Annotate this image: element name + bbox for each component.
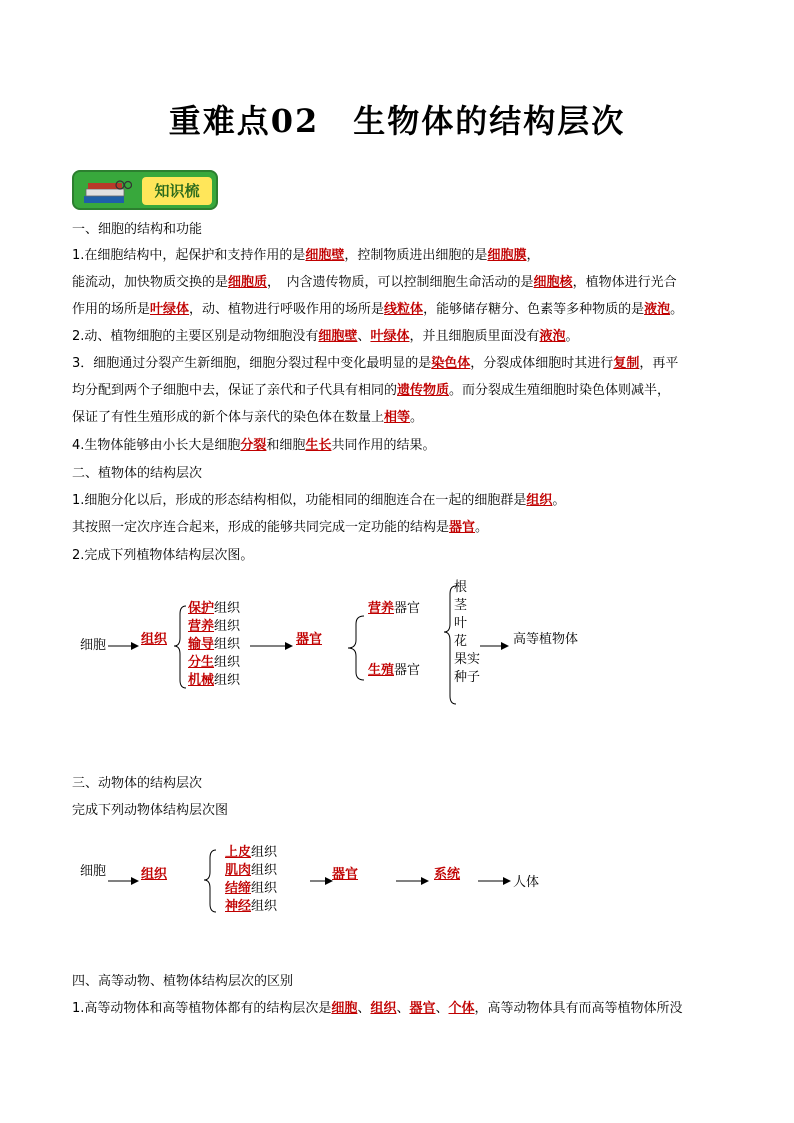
s4-line-1: 1.高等动物体和高等植物体都有的结构层次是细胞、组织、器官、个体，高等动物体具有而高等植物体所没 xyxy=(72,1001,683,1016)
section-4-heading: 四、高等动物、植物体结构层次的区别 xyxy=(72,974,294,989)
animal-tissue-item: 肌肉组织 xyxy=(225,863,278,878)
s1-line-3: 作用的场所是叶绿体，动、植物进行呼吸作用的场所是线粒体，能够储存糖分、色素等多种物质的是液泡。 xyxy=(72,302,684,317)
s1-line-4: 2.动、植物细胞的主要区别是动物细胞没有细胞壁、叶绿体，并且细胞质里面没有液泡。 xyxy=(72,329,579,344)
plant-organ-item: 果实 xyxy=(454,652,481,667)
plant-organ-type: 生殖器官 xyxy=(368,663,421,678)
knowledge-label: 知识梳 xyxy=(142,177,212,205)
animal-result-label: 人体 xyxy=(513,875,540,890)
animal-tissue-label: 组织 xyxy=(141,867,168,882)
animal-tissue-item: 上皮组织 xyxy=(225,845,278,860)
section-2-heading: 二、植物体的结构层次 xyxy=(72,466,203,481)
plant-organ-item: 叶 xyxy=(454,616,468,631)
plant-tissue-item: 机械组织 xyxy=(188,673,241,688)
plant-organ-item: 茎 xyxy=(454,598,468,613)
plant-cell-label: 细胞 xyxy=(80,638,107,653)
plant-tissue-item: 营养组织 xyxy=(188,619,241,634)
animal-tissue-item: 神经组织 xyxy=(225,899,278,914)
s2-line-2: 其按照一定次序连合起来，形成的能够共同完成一定功能的结构是器官。 xyxy=(72,520,489,535)
s1-line-1: 1.在细胞结构中，起保护和支持作用的是细胞壁，控制物质进出细胞的是细胞膜， xyxy=(72,248,540,263)
s1-line-6: 均分配到两个子细胞中去，保证了亲代和子代具有相同的遗传物质。而分裂成生殖细胞时染色体则减半， xyxy=(72,383,671,398)
plant-tissue-item: 保护组织 xyxy=(188,601,241,616)
page-title: 重难点02 生物体的结构层次 xyxy=(168,102,626,140)
section-3-heading: 三、动物体的结构层次 xyxy=(72,776,203,791)
plant-organ-label: 器官 xyxy=(296,632,323,647)
s1-line-2: 能流动，加快物质交换的是细胞质， 内含遗传物质，可以控制细胞生命活动的是细胞核，植物体进行光合 xyxy=(72,275,677,290)
animal-tissue-brace xyxy=(204,850,216,912)
animal-system-label: 系统 xyxy=(434,867,461,882)
animal-tissue-item: 结缔组织 xyxy=(225,881,278,896)
plant-organ-item: 根 xyxy=(454,580,468,595)
s3-subtitle: 完成下列动物体结构层次图 xyxy=(72,803,229,818)
animal-organ-label: 器官 xyxy=(332,867,359,882)
s1-line-8: 4.生物体能够由小长大是细胞分裂和细胞生长共同作用的结果。 xyxy=(72,438,436,453)
plant-organ-item: 花 xyxy=(454,634,468,649)
plant-organ-type: 营养器官 xyxy=(368,601,421,616)
plant-result-label: 高等植物体 xyxy=(513,632,579,647)
plant-tissue-brace xyxy=(174,606,186,688)
s1-line-5: 3．细胞通过分裂产生新细胞，细胞分裂过程中变化最明显的是染色体，分裂成体细胞时其进行复制，再平 xyxy=(72,356,679,371)
s1-line-7: 保证了有性生殖形成的新个体与亲代的染色体在数量上相等。 xyxy=(72,410,424,425)
plant-tissue-item: 分生组织 xyxy=(188,655,241,670)
section-1-heading: 一、细胞的结构和功能 xyxy=(72,222,203,237)
animal-cell-label: 细胞 xyxy=(80,864,107,879)
plant-tissue-item: 输导组织 xyxy=(188,637,241,652)
plant-organ-item: 种子 xyxy=(454,670,481,685)
plant-organ-brace xyxy=(348,616,364,680)
s2-line-1: 1.细胞分化以后，形成的形态结构相似，功能相同的细胞连合在一起的细胞群是组织。 xyxy=(72,493,566,508)
plant-tissue-label: 组织 xyxy=(141,632,168,647)
s2-line-3: 2.完成下列植物体结构层次图。 xyxy=(72,548,254,563)
